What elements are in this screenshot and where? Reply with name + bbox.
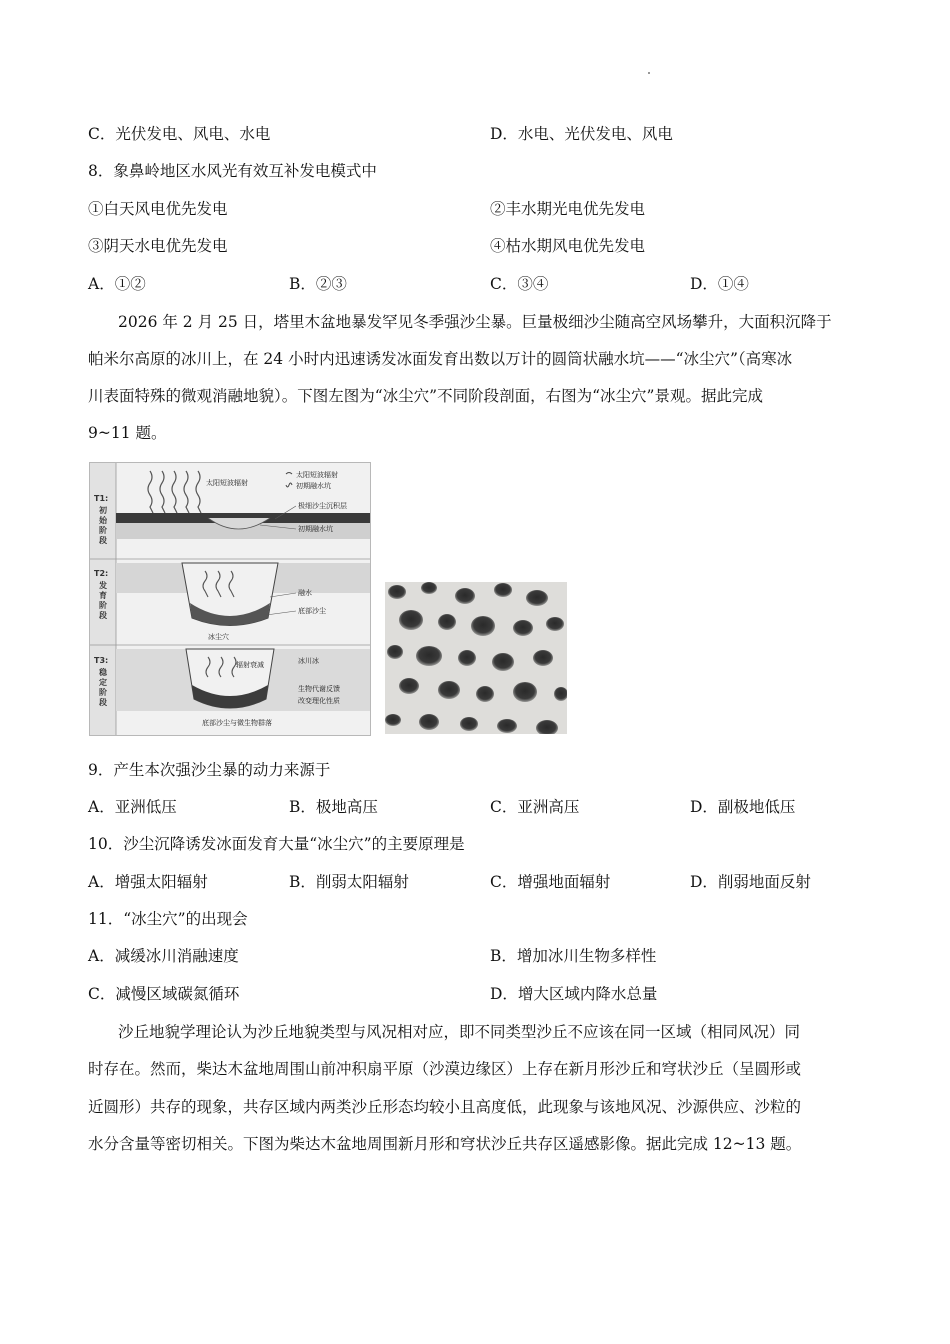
q8-option-a[interactable]: A．①② [88, 275, 146, 293]
t1-solar-rays [148, 471, 201, 513]
label-bottom-dust: 底部沙尘 [298, 607, 326, 615]
t1-stage-name: 初始阶段 [99, 506, 107, 545]
q8-stem: 8．象鼻岭地区水风光有效互补发电模式中 [88, 162, 377, 180]
passage1-line-4: 9~11 题。 [88, 424, 167, 442]
t3-stage-label: T3: [94, 656, 109, 665]
q10-option-b[interactable]: B．削弱太阳辐射 [289, 873, 409, 891]
passage2-line-3: 近圆形）共存的现象，共存区域内两类沙丘形态均较小且高度低，此现象与该地风况、沙源供应、沙粒的 [88, 1098, 802, 1116]
q8-item-3: ③阴天水电优先发电 [88, 237, 228, 255]
cryoconite-stage-diagram [89, 462, 371, 736]
passage1-line-2: 帕米尔高原的冰川上，在 24 小时内迅速诱发冰面发育出数以万计的圆筒状融水坑——“冰尘穴”（高寒冰 [88, 350, 793, 368]
q7-option-d[interactable]: D．水电、光伏发电、风电 [490, 125, 673, 143]
cryoconite-landscape-photo [385, 582, 567, 734]
q9-option-b[interactable]: B．极地高压 [289, 798, 378, 816]
scan-speck [648, 72, 650, 74]
label-meltwater: 融水 [298, 589, 312, 597]
legend-early-pit: 初期融水坑 [296, 482, 331, 490]
t1-stage-label: T1: [94, 494, 109, 503]
label-bottom-dust-microbes: 底部沙尘与微生物群落 [202, 719, 272, 727]
q11-option-a[interactable]: A．减缓冰川消融速度 [88, 947, 239, 965]
q11-option-c[interactable]: C．减慢区域碳氮循环 [88, 985, 240, 1003]
q11-stem: 11．“冰尘穴”的出现会 [88, 910, 248, 928]
passage2-line-1: 沙丘地貌学理论认为沙丘地貌类型与风况相对应，即不同类型沙丘不应该在同一区域（相同风况）同 [118, 1023, 801, 1041]
q9-option-d[interactable]: D．副极地低压 [690, 798, 796, 816]
q10-option-d[interactable]: D．削弱地面反射 [690, 873, 811, 891]
t2-stage-label: T2: [94, 569, 109, 578]
q8-item-4: ④枯水期风电优先发电 [490, 237, 646, 255]
passage2-line-4: 水分含量等密切相关。下图为柴达木盆地周围新月形和穹状沙丘共存区遥感影像。据此完成 12~13 题。 [88, 1135, 802, 1153]
q8-option-c[interactable]: C．③④ [490, 275, 549, 293]
legend-vapor-icon [286, 483, 292, 487]
label-glacier-ice: 冰川冰 [298, 657, 319, 665]
label-early-melt-pit: 初期融水坑 [298, 525, 333, 533]
q8-option-d[interactable]: D．①④ [690, 275, 749, 293]
q9-option-c[interactable]: C．亚洲高压 [490, 798, 580, 816]
q11-option-d[interactable]: D．增大区域内降水总量 [490, 985, 658, 1003]
label-cryoconite-hole: 冰尘穴 [208, 633, 229, 641]
passage1-line-3: 川表面特殊的微观消融地貌）。下图左图为“冰尘穴”不同阶段剖面，右图为“冰尘穴”景观。据此完成 [88, 387, 763, 405]
q10-option-a[interactable]: A．增强太阳辐射 [88, 873, 208, 891]
q9-stem: 9．产生本次强沙尘暴的动力来源于 [88, 761, 331, 779]
label-change-properties: 改变理化性质 [298, 697, 340, 705]
passage2-line-2: 时存在。然而，柴达木盆地周围山前冲积扇平原（沙漠边缘区）上存在新月形沙丘和穹状沙丘（呈圆形或 [88, 1060, 802, 1078]
label-bio-feedback: 生物代谢反馈 [298, 685, 340, 693]
q10-stem: 10．沙尘沉降诱发冰面发育大量“冰尘穴”的主要原理是 [88, 835, 465, 853]
passage1-line-1: 2026 年 2 月 25 日，塔里木盆地暴发罕见冬季强沙尘暴。巨量极细沙尘随高空风场攀升，大面积沉降于 [118, 313, 832, 331]
q8-item-2: ②丰水期光电优先发电 [490, 200, 646, 218]
t2-stage-name: 发育阶段 [99, 581, 107, 620]
t3-stage-name: 稳定阶段 [99, 668, 107, 707]
legend-wave-icon [286, 473, 292, 475]
label-fine-dust-layer: 极细沙尘沉积层 [298, 502, 347, 510]
q8-item-1: ①白天风电优先发电 [88, 200, 228, 218]
q7-option-c[interactable]: C．光伏发电、风电、水电 [88, 125, 271, 143]
q8-option-b[interactable]: B．②③ [289, 275, 347, 293]
label-radiation-decay: 辐射衰减 [236, 661, 264, 669]
q9-option-a[interactable]: A．亚洲低压 [88, 798, 177, 816]
label-solar-radiation: 太阳短波辐射 [206, 479, 248, 487]
q11-option-b[interactable]: B．增加冰川生物多样性 [490, 947, 657, 965]
q10-option-c[interactable]: C．增强地面辐射 [490, 873, 611, 891]
legend-solar-radiation: 太阳短波辐射 [296, 471, 338, 479]
